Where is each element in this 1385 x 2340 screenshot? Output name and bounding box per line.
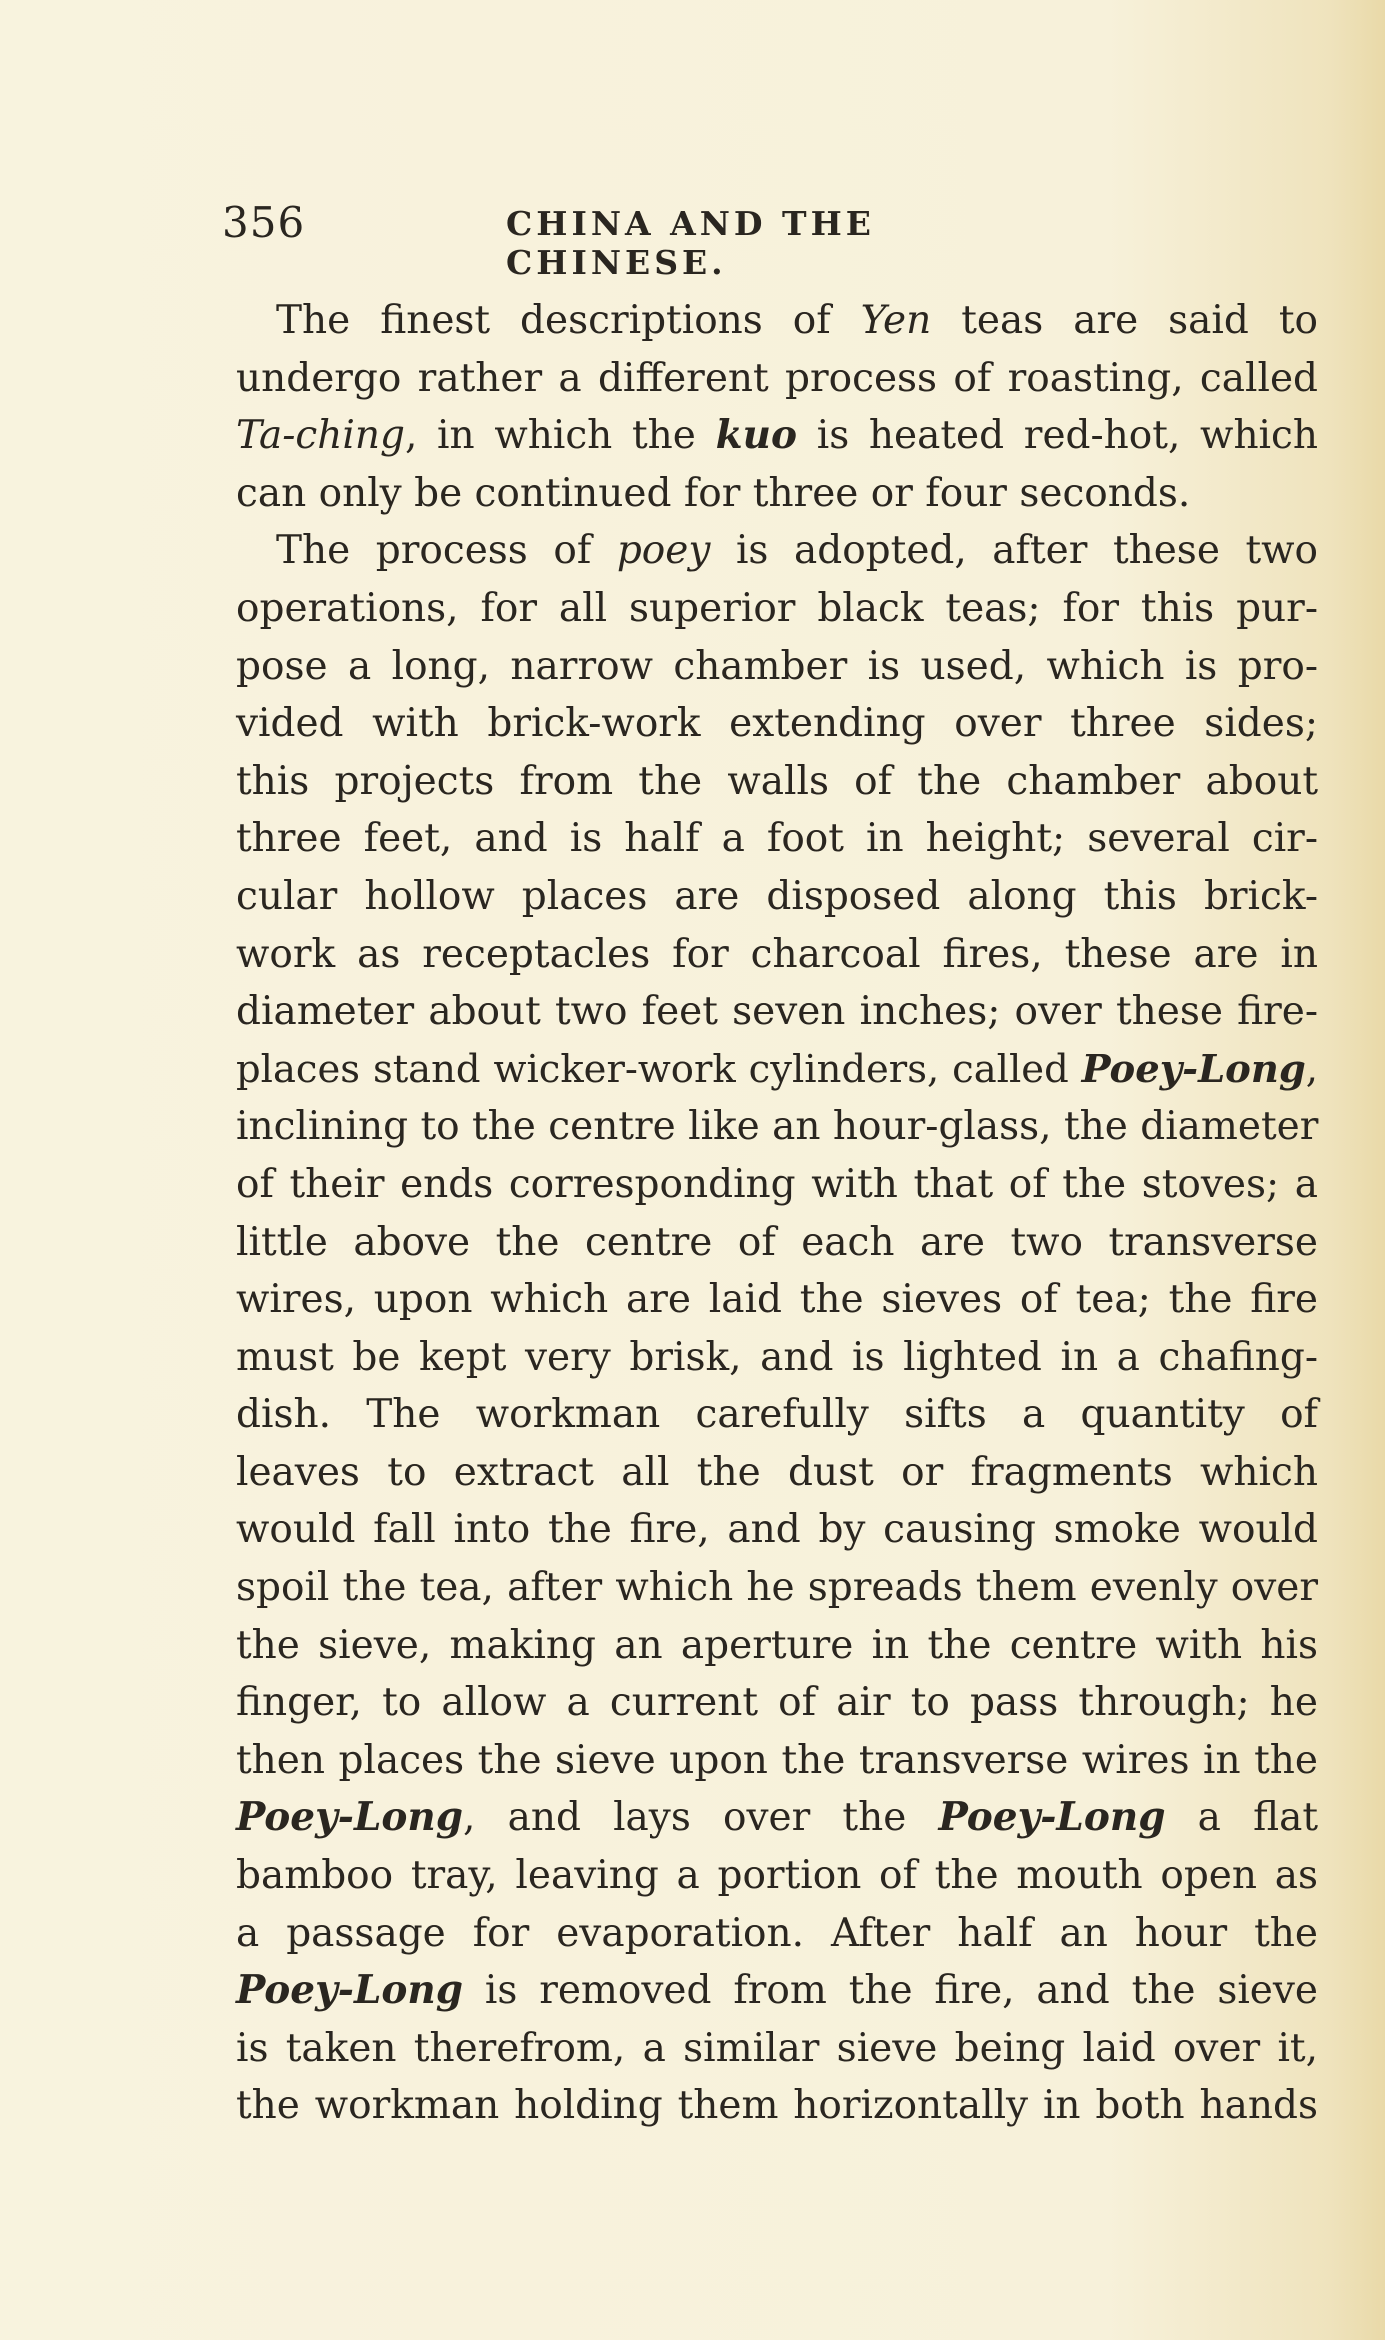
text-line: can only be continued for three or four seconds.	[236, 470, 1191, 516]
text-line: cular hollow places are disposed along this brick-	[236, 873, 1318, 919]
text-line: of their ends corresponding with that of the stoves; a	[236, 1161, 1318, 1207]
text-line: spoil the tea, after which he spreads them evenly over	[236, 1565, 1318, 1611]
text-line: is taken therefrom, a similar sieve being laid over it,	[236, 2025, 1318, 2071]
text-line: inclining to the centre like an hour-glass, the diameter	[236, 1104, 1319, 1150]
running-title: CHINA AND THE CHINESE.	[506, 204, 875, 282]
page-number: 356	[222, 198, 306, 247]
body-text	[236, 292, 1318, 2135]
text-line: Poey-Long is removed from the fire, and the sieve	[236, 1967, 1318, 2014]
page-header	[222, 198, 1102, 282]
text-line: this projects from the walls of the chamber about	[236, 758, 1318, 804]
text-line: then places the sieve upon the transverse wires in the	[236, 1737, 1318, 1783]
text-line: operations, for all superior black teas; for this pur-	[236, 585, 1318, 631]
text-line: Poey-Long, and lays over the Poey-Long a flat	[236, 1794, 1319, 1841]
text-line: places stand wicker-work cylinders, called Poey-Long,	[236, 1046, 1318, 1092]
text-line: undergo rather a different process of roasting, called	[236, 355, 1318, 401]
text-line: The process of poey is adopted, after these two	[276, 528, 1318, 574]
text-line: finger, to allow a current of air to pass through; he	[236, 1680, 1318, 1726]
text-line: wires, upon which are laid the sieves of tea; the fire	[236, 1277, 1318, 1323]
text-line: diameter about two feet seven inches; over these fire-	[236, 989, 1318, 1035]
text-line: must be kept very brisk, and is lighted in a chafing-	[236, 1334, 1318, 1380]
text-line: the workman holding them horizontally in both hands	[236, 2083, 1318, 2129]
text-line: a passage for evaporation. After half an hour the	[236, 1910, 1318, 1956]
text-line: pose a long, narrow chamber is used, which is pro-	[236, 643, 1318, 689]
text-line: leaves to extract all the dust or fragments which	[236, 1449, 1318, 1495]
text-line: work as receptacles for charcoal fires, these are in	[236, 931, 1318, 977]
text-line: The finest descriptions of Yen teas are said to	[276, 298, 1318, 343]
text-line: dish. The workman carefully sifts a quantity of	[236, 1392, 1318, 1438]
text-line: little above the centre of each are two transverse	[236, 1219, 1318, 1265]
text-line: vided with brick-work extending over three sides;	[236, 701, 1318, 747]
text-line: three feet, and is half a foot in height; several cir-	[236, 816, 1318, 862]
text-line: Ta-ching, in which the kuo is heated red-hot, which	[236, 412, 1318, 459]
text-line: would fall into the fire, and by causing smoke would	[236, 1507, 1318, 1553]
text-line: the sieve, making an aperture in the centre with his	[236, 1622, 1318, 1668]
text-line: bamboo tray, leaving a portion of the mouth open as	[236, 1853, 1318, 1899]
